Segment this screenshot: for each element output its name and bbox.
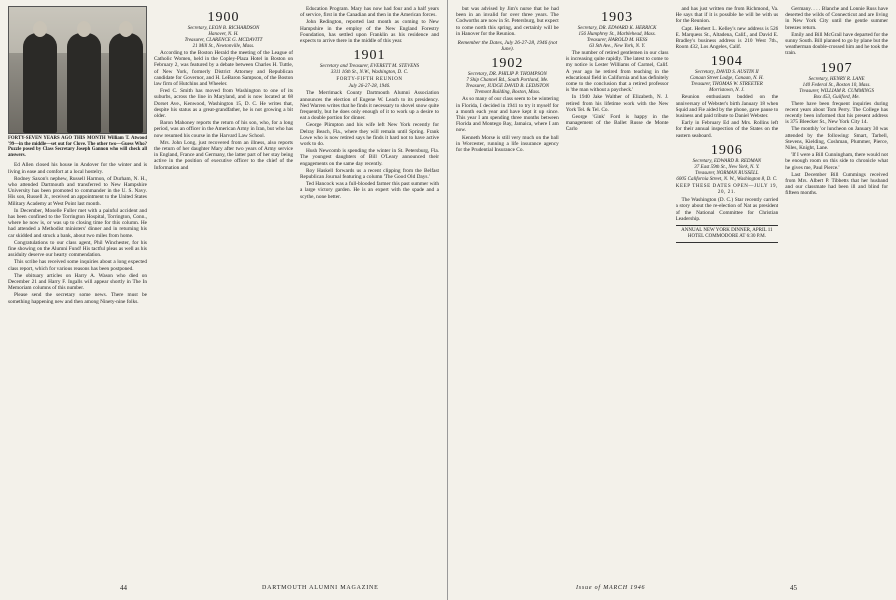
secretary-line: Secretary, LEON B. RICHARDSON <box>187 26 260 31</box>
paragraph: Ted Hancock was a full-blooded farmer this past summer with a large victory garden. He is an expert with the spade and a scythe, none better. <box>300 181 439 200</box>
class-year-1907: 1907 <box>820 60 853 76</box>
left-col-3 <box>300 6 439 578</box>
paragraph: Capt. Herbert L. Kelley's new address is 526 E. Marquess St., Altadena, Calif., and David E. Bradley's business address is 210 West 7th., Room 432, Los Angeles, Calif. <box>675 25 779 51</box>
paragraph: As so many of our class seem to be wintering in Florida, I decided in 1941 to try it myself for a month each year and have kept it up since. This year I am spending three months between Florida and Montego Bay, Jamaica, where I am now. <box>456 96 559 134</box>
treasurer-address: Box 453, Guilford, Me. <box>813 94 860 100</box>
paragraph: The Washington (D. C.) Star recently carried a story about the re-election of Nat as president of the National Committee for Christian Leadership. <box>675 197 779 222</box>
paragraph: According to the Boston Herald the meeting of the League of Catholic Women, held in the Copley-Plaza Hotel in Boston on February 2, was featured by a debate between Charles H. Tuttle, of New York, formerly District Attorney and Republican candidate for Governor, and H. LeBaron Sampson, of the Boston law firm of Hutchins and Wheeler. <box>154 50 293 88</box>
class-year-1901: 1901 <box>353 48 386 64</box>
paragraph: George 'Gink' Ford is happy in the management of the Ballet Russe de Monte Carlo <box>565 114 669 133</box>
secretary-line: Secretary, DR. EDWARD K. HERRICK <box>577 26 657 31</box>
left-col-1 <box>8 6 147 578</box>
treasurer-address: 63 Sth Ave., New York, N. Y. <box>589 44 646 49</box>
paragraph: Hush Newcomb is spending the winter in St. Petersburg, Fla. The youngest daughters of Bill O'Leary announced their engagements on the same day recently. <box>300 148 439 167</box>
paragraph: Kenneth Morse is still very much on the ball in Worcester, running a life insurance agency for the Prudential Insurance Co. <box>456 134 559 154</box>
page-number-right: 45 <box>790 584 797 592</box>
secretary-address: 3311 16th St., N.W., Washington, D. C. <box>330 70 409 76</box>
paragraph: 'If I were a Bill Cunningham, there would not be enough room on this side to chronicle what he gives me, Paul Pierce.' <box>785 152 888 171</box>
paragraph: George Plimpton and his wife left New York recently for Delray Beach, Fla., where they will remain until Spring. Frank Lowe who is now retired says he finds it hard not to have active work to do. <box>300 122 439 148</box>
class-year-1900: 1900 <box>207 10 240 25</box>
reunion-dates: July 26-27-28, 1946. <box>348 84 391 90</box>
paragraph: but was advised by Jim's nurse that he had been in an invalid for over three years. The Codworths are now in St. Petersburg, but expect to come north this spring, and certainly will be in Hanover for the Reunion. <box>456 6 559 37</box>
secretary-address: Canaan Street Lodge, Canaan, N. H. <box>689 76 764 82</box>
paragraph: The monthly 'or luncheon on January 30 was attended by the following: Smart, Tarbell, Stevens, Kielding, Coshman, Plummer, Pierce, Niles, Knight, Lane. <box>785 126 888 152</box>
paragraph: John Redington, reported last month as coming to New Hampshire in the employ of the New England Forestry Foundation, has settled upon Franklin as his residence and expects to arrive there in the middle of this year. <box>300 19 439 45</box>
paragraph: Baron Mahoney reports the return of his son, who, for a long period, was an officer in the American Army in Iran, but who has now resumed his course in the Harvard Law School. <box>154 120 293 139</box>
paragraph: The obituary articles on Harry A. Wason who died on December 21 and Harry F. Ingalls will appear shortly in The In Memoriam columns of this number. <box>8 272 147 292</box>
right-col-2 <box>566 6 669 578</box>
paragraph: Roy Haskell forwards us a recent clipping from the Belfast Republican Journal featuring a column 'The Good Old Days.' <box>300 167 439 181</box>
treasurer-line: Treasurer, WILLIAM R. CUMMINGS <box>799 88 875 94</box>
secretary-address: 140 Federal St., Boston 10, Mass. <box>802 82 871 88</box>
keep-dates-notice: KEEP THESE DATES OPEN—JULY 19, 20, 21. <box>675 183 778 196</box>
paragraph: This scribe has received some inquiries about a long expected class report, which for various reasons has been postponed. <box>8 259 147 272</box>
secretary-address: 156 Humphrey St., Marblehead, Mass. <box>578 32 656 37</box>
class-year-1904: 1904 <box>710 54 743 70</box>
right-col-4 <box>785 6 888 578</box>
paragraph: Emily and Bill McGrail have departed for the sunny South. Bill planned to go by plane but the weatherman double-crossed him and he took the train. <box>785 31 888 57</box>
paragraph: Education Program. Mary has now had four and a half years of service, first in the Canadian and then in the American forces. <box>300 6 439 19</box>
paragraph: Rodney Saxon's nephew, Russell Harmon, of Durham, N. H., who attended Dartmouth and transferred to New Hampshire University has been promoted to commander in the U. S. Navy. His son, Russell Jr., received an appointment to the United States Military Academy at West Point last month. <box>8 175 147 207</box>
paragraph: and has just written me from Richmond, Va. He says that if it is possible he will be with us for the Reunion. <box>675 6 779 25</box>
paragraph: The number of retired gentlemen in our class is increasing quite rapidly. The latest to come to my notice is Lester Williams of Carmel, Calif. A year ago he retired from teaching in the educational field in California and has definitely come to the conclusion that a retired professor is 'the man without a paycheck.' <box>565 50 669 94</box>
secretary-line: Secretary, HENRY R. LANE <box>808 76 865 82</box>
right-page <box>448 0 896 600</box>
class-photo <box>8 6 147 134</box>
treasurer-address: Morristown, N. J. <box>709 88 745 94</box>
left-col-2 <box>154 6 293 578</box>
treasurer-line: Treasurer, NORMAN RUSSELL <box>695 170 759 176</box>
secretary-address: 37 East 59th St., New York, N. Y. <box>694 164 760 170</box>
paragraph: Congratulations to our class agent, Phil Winchester, for his fine showing on the Alumni Fund! His tactful pleas as well as his assiduity deserve our hearty commendation. <box>8 239 147 259</box>
class-year-1906: 1906 <box>710 142 743 158</box>
issue-line: Issue of MARCH 1946 <box>576 585 646 591</box>
treasurer-line: Treasurer, HAROLD M. HESS <box>586 38 648 43</box>
left-footer <box>0 584 447 596</box>
right-col-1 <box>456 6 559 578</box>
page-number-left: 44 <box>120 584 127 592</box>
right-col-3 <box>676 6 779 578</box>
treasurer-line: Treasurer, THOMAS W. STREETER <box>690 82 763 88</box>
paragraph: In 1940 Jake Walther of Elizabeth, N. J. retired from his lifetime work with the New York Tel. & Tel. Co. <box>565 94 669 113</box>
dinner-notice: ANNUAL NEW YORK DINNER, APRIL 11 HOTEL COMMODORE AT 6:30 P.M. <box>676 225 779 243</box>
treasurer-line: Treasurer, JUDGE DAVID B. LEDISTON <box>465 84 550 90</box>
class-year-1903: 1903 <box>601 10 634 25</box>
paragraph: Last December Bill Cummings received from Mrs. Albert P. Tibbetts that her husband and our classmate had been ill and blind for fifteen months. <box>785 171 888 197</box>
paragraph: There have been frequent inquiries during recent years about Tom Perry. The College has recently been informed that his present address is 375 Bleecker St., New York City 14. <box>785 100 888 126</box>
paragraph: Fred C. Smith has moved from Washington to one of its suburbs, across the line in Maryland, and is now located at 68 Dorset Ave., Kenwood, Washington 15, D. C. He writes that, despite his status as a great-grandfather, he is not growing a bit older. <box>154 88 293 120</box>
paragraph: Germany. . . . Blanche and Lonnie Russ have deserted the wilds of Connecticut and are living in New York City until the gentle summer breezes return. <box>785 6 888 31</box>
paragraph: Mrs. John Long, just recovered from an illness, also reports the return of her daughter Mary after two years of Army service in England, France and Germany, the latter part of her stay being active in the position of executive officer to the chief of the Information and <box>154 139 293 171</box>
reminder-note: Remember the Dates, July 26-27-28, 1946 (not June). <box>457 40 558 53</box>
secretary-line: Secretary, DR. PHILIP P. THOMPSON <box>467 72 547 78</box>
treasurer-address: Tremont Building, Boston, Mass. <box>474 90 541 96</box>
secretary-line: Secretary and Treasurer, EVERETT M. STEVENS <box>319 64 420 70</box>
paragraph: Reunion enthusiasm budded on the anniversary of Webster's birth January 18 when Squid and Fie aided by the phone, gave pause to business and paid tribute to Daniel Webster. <box>675 94 779 120</box>
photo-caption: FORTY-SEVEN YEARS AGO THIS MONTH William T. Atwood '99—in the middle—set out for Clove. The other two—Guess Who? Puzzle posed by Class Secretary Joseph Gannon who will check all answers. <box>8 136 147 158</box>
paragraph: In December, Moselle Fuller met with a painful accident and has been confined to the Torrington Hospital, Torrington, Conn., where he now is, or was up to closing time for this column. He had attended a Methodist ministers' dinner and in returning his car skidded and struck a bank, about two miles from home. <box>8 207 147 239</box>
paragraph: The Merrimack County Dartmouth Alumni Association announces the election of Eugene W. Leach to its presidency. Ned Warren writes that he finds it necessary to shovel snow quite frequently, but he does only enough of it to work up a desire to eat a double portion for dinner. <box>300 90 439 122</box>
paragraph: Ed Allen closed his house in Andover for the winter and is living in ease and comfort at a local hostelry. <box>8 162 147 175</box>
class-year-1902: 1902 <box>491 56 524 72</box>
paragraph: Early in February Ed and Mrs. Rollins left for their annual inspection of the States on the eastern seaboard. <box>675 120 779 139</box>
secretary-line: Secretary, EDWARD B. REDMAN <box>692 158 762 164</box>
treasurer-address: 6005 California Street, N. W., Washington 8, D. C. <box>676 176 778 182</box>
treasurer-line: Treasurer, CLARENCE G. MCDAVITT <box>184 38 263 43</box>
treasurer-address: 21 Mill St., Newtonville, Mass. <box>192 44 255 49</box>
paragraph: Please send the secretary some news. There must be something happening new and then among Ninety-nine folks. <box>8 292 147 305</box>
right-footer <box>448 584 896 596</box>
secretary-address: 7 Ship Channel Rd., South Portland, Me. <box>466 78 549 84</box>
secretary-line: Secretary, DAVID S. AUSTIN II <box>695 70 759 76</box>
magazine-title: DARTMOUTH ALUMNI MAGAZINE <box>262 585 379 591</box>
reunion-heading: FORTY-FIFTH REUNION <box>336 77 403 83</box>
secretary-address: Hanover, N. H. <box>208 32 239 37</box>
